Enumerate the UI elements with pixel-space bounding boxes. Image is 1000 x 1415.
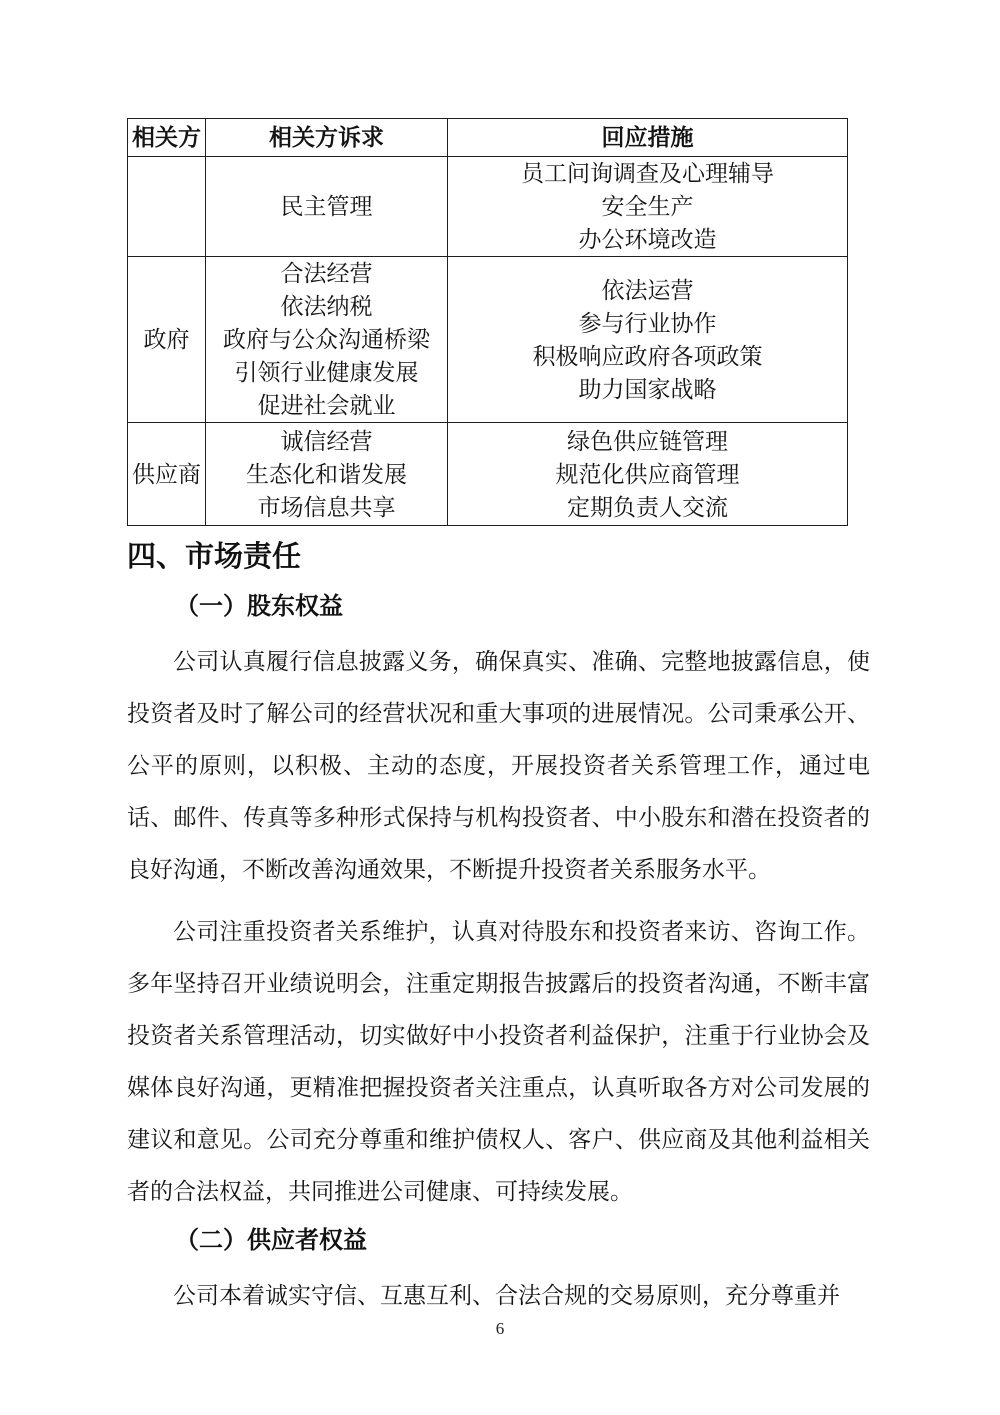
- table-row-supplier: [128, 423, 848, 526]
- table-header-row: [128, 119, 848, 157]
- cell-demands: [206, 157, 448, 257]
- cell-stakeholder: 政府: [128, 257, 206, 423]
- cell-line: 积极响应政府各项政策: [532, 343, 763, 369]
- stakeholder-table: [127, 118, 848, 526]
- cell-line: 依法纳税: [280, 294, 373, 319]
- cell-stakeholder: [128, 157, 206, 257]
- cell-line: 生态化和谐发展: [246, 461, 407, 487]
- cell-line: 依法运营: [601, 277, 694, 303]
- cell-responses: [448, 423, 848, 526]
- table-header-responses: 回应措施: [448, 119, 848, 157]
- paragraph-supplier-1: 公司本着诚实守信、互惠互利、合法合规的交易原则，充分尊重并: [173, 1283, 840, 1308]
- table-header-stakeholder: 相关方: [128, 119, 206, 157]
- cell-line: 安全生产: [601, 194, 694, 219]
- table-row-government: [128, 257, 848, 423]
- paragraph-shareholder-1: 公司认真履行信息披露义务，确保真实、准确、完整地披露信息，使投资者及时了解公司的经营状况和重大事项的进展情况。公司秉承公开、公平的原则，以积极、主动的态度，开展投资者关系管理工作，通过电话、邮件、传真等多种形式保持与机构投资者、中小股东和潜在投资者的良好沟通，不断改善沟通效果，不断提升投资者关系服务水平。: [127, 649, 870, 882]
- cell-demands: [206, 423, 448, 526]
- cell-line: 定期负责人交流: [567, 494, 728, 520]
- cell-demands: [206, 257, 448, 423]
- table-row-employee-continued: [128, 157, 848, 257]
- cell-line: 合法经营: [280, 261, 373, 286]
- cell-line: 促进社会就业: [257, 393, 396, 418]
- cell-line: 办公环境改造: [578, 227, 717, 252]
- section-heading-market-responsibility: 四、市场责任: [127, 541, 302, 573]
- cell-line: 参与行业协作: [578, 310, 717, 336]
- cell-line: 民主管理: [280, 194, 373, 219]
- cell-responses: [448, 157, 848, 257]
- cell-line: 诚信经营: [280, 428, 373, 454]
- cell-line: 市场信息共享: [257, 494, 396, 520]
- cell-line: 员工问询调查及心理辅导: [521, 161, 774, 186]
- paragraph-shareholder-2: 公司注重投资者关系维护，认真对待股东和投资者来访、咨询工作。多年坚持召开业绩说明会，注重定期报告披露后的投资者沟通，不断丰富投资者关系管理活动，切实做好中小投资者利益保护，注重于行业协会及媒体良好沟通，更精准把握投资者关注重点，认真听取各方对公司发展的建议和意见。公司充分尊重和维护债权人、客户、供应商及其他利益相关者的合法权益，共同推进公司健康、可持续发展。: [127, 919, 870, 1204]
- cell-line: 绿色供应链管理: [567, 428, 728, 454]
- cell-line: 助力国家战略: [578, 376, 717, 402]
- table-header-demands: 相关方诉求: [206, 119, 448, 157]
- cell-line: 规范化供应商管理: [555, 461, 740, 487]
- subsection-shareholder-rights: （一）股东权益: [175, 593, 343, 620]
- page-number: 6: [495, 1319, 505, 1338]
- subsection-supplier-rights: （二）供应者权益: [175, 1227, 367, 1254]
- cell-stakeholder: 供应商: [128, 423, 206, 526]
- cell-line: 政府与公众沟通桥梁: [223, 327, 430, 352]
- cell-responses: [448, 257, 848, 423]
- cell-line: 引领行业健康发展: [234, 360, 419, 385]
